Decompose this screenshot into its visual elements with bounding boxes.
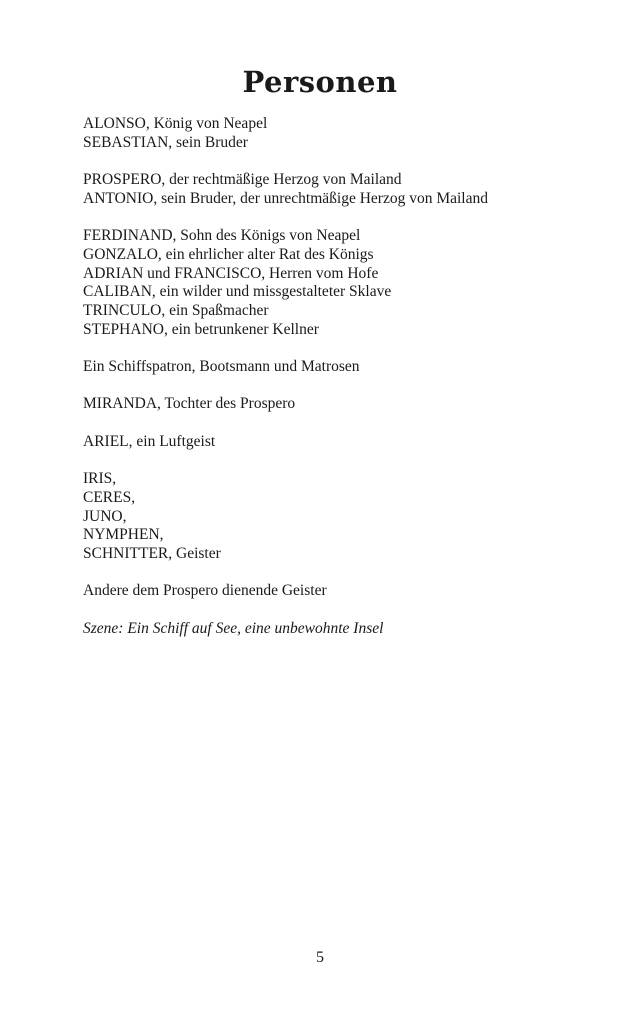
cast-entry: Andere dem Prospero dienende Geister bbox=[83, 582, 327, 600]
cast-group bbox=[83, 115, 583, 152]
cast-entry: ARIEL, ein Luftgeist bbox=[83, 432, 216, 450]
setting-group bbox=[83, 620, 583, 639]
cast-group bbox=[83, 171, 583, 208]
cast-entry: PROSPERO, der rechtmäßige Herzog von Mailand bbox=[83, 171, 402, 189]
cast-group bbox=[83, 227, 583, 339]
cast-entry: MIRANDA, Tochter des Prospero bbox=[83, 395, 296, 413]
cast-group bbox=[83, 433, 583, 452]
cast-group bbox=[83, 470, 583, 564]
setting-text: Szene: Ein Schiff auf See, eine unbewohnte Insel bbox=[83, 619, 384, 637]
cast-entry: NYMPHEN, bbox=[83, 526, 164, 544]
cast-entry: ADRIAN und FRANCISCO, Herren vom Hofe bbox=[83, 264, 379, 282]
cast-list bbox=[83, 115, 583, 657]
cast-entry: ANTONIO, sein Bruder, der unrechtmäßige Herzog von Mailand bbox=[83, 189, 488, 207]
cast-entry: TRINCULO, ein Spaßmacher bbox=[83, 302, 269, 319]
cast-entry: IRIS, bbox=[83, 470, 117, 488]
cast-entry: FERDINAND, Sohn des Königs von Neapel bbox=[83, 227, 361, 245]
cast-entry: SCHNITTER, Geister bbox=[83, 545, 221, 563]
cast-group bbox=[83, 582, 583, 601]
cast-entry: ALONSO, König von Neapel bbox=[83, 115, 268, 132]
cast-entry: JUNO, bbox=[83, 507, 127, 525]
cast-entry: STEPHANO, ein betrunkener Kellner bbox=[83, 320, 319, 338]
cast-entry: Ein Schiffspatron, Bootsmann und Matrosen bbox=[83, 358, 360, 376]
cast-entry: CERES, bbox=[83, 488, 136, 506]
cast-group bbox=[83, 358, 583, 377]
cast-entry: CALIBAN, ein wilder und missgestalteter Sklave bbox=[83, 283, 392, 301]
page-number: 5 bbox=[316, 949, 324, 966]
cast-entry: GONZALO, ein ehrlicher alter Rat des Königs bbox=[83, 245, 374, 263]
page-title: Personen bbox=[242, 65, 398, 99]
cast-entry: SEBASTIAN, sein Bruder bbox=[83, 133, 248, 151]
cast-group bbox=[83, 395, 583, 414]
